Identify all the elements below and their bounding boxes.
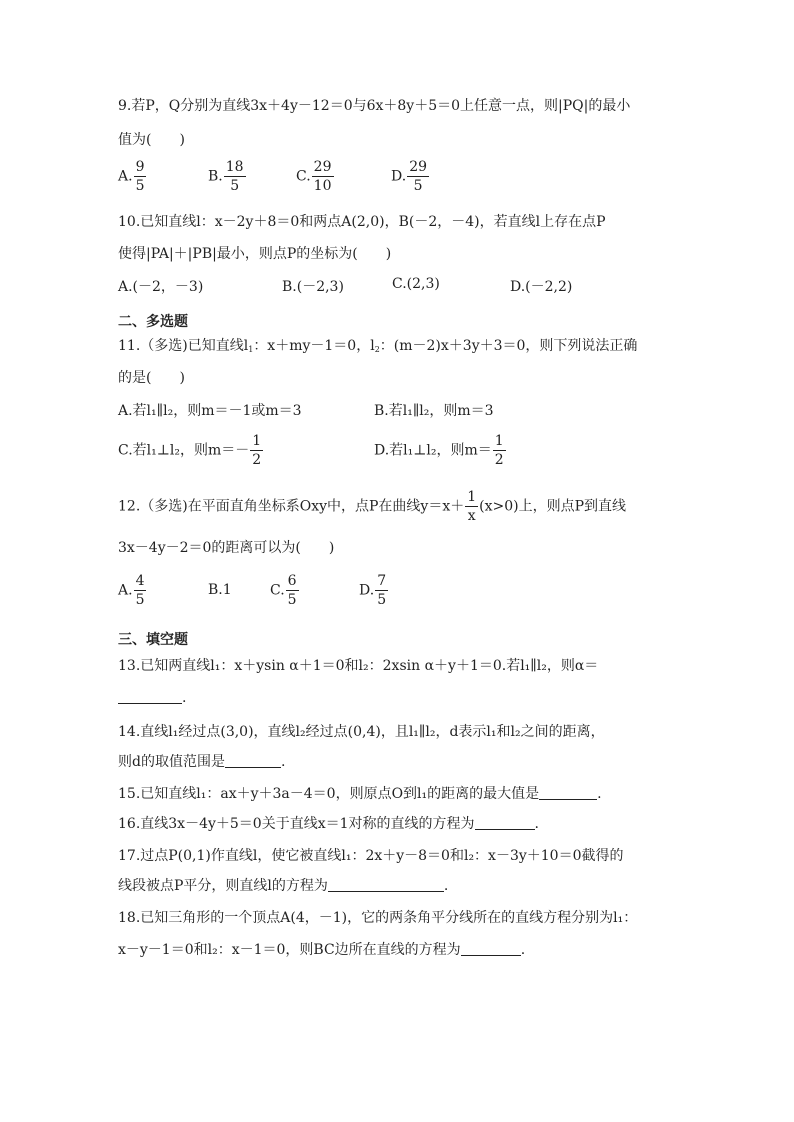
q11-option-a: A.若l₁∥l₂，则m＝－1或m＝3 [118, 403, 302, 419]
q17-line1: 17.过点P(0,1)作直线l，使它被直线l₁：2x＋y－8＝0和l₂：x－3y＋10＝0截得的 [118, 848, 624, 864]
answer-blank[interactable] [118, 689, 182, 704]
q9-option-d: D. $\frac{29}{5}$ [391, 159, 428, 194]
q11-line2: 的是( ) [118, 370, 185, 386]
q9-line1: 9.若P，Q分别为直线3x＋4y－12＝0与6x＋8y＋5＝0上任意一点，则|PQ|的最小 [118, 98, 631, 114]
q10-line2: 使得|PA|＋|PB|最小，则点P的坐标为( ) [118, 246, 392, 262]
answer-blank[interactable] [461, 941, 521, 956]
q13-line1: 13.已知两直线l₁：x＋ysin α＋1＝0和l₂：2xsin α＋y＋1＝0.若l₁∥l₂，则α＝ [118, 658, 599, 674]
q11-option-c: C.若l₁⊥l₂，则m＝－ $\frac{1}{2}$ [118, 433, 262, 468]
q14-line1: 14.直线l₁经过点(3,0)，直线l₂经过点(0,4)，且l₁∥l₂，d表示l₁和l₂之间的距离， [118, 724, 605, 740]
q18-line1: 18.已知三角形的一个顶点A(4，－1)，它的两条角平分线所在的直线方程分别为l₁： [118, 910, 638, 926]
q11-option-d: D.若l₁⊥l₂，则m＝ $\frac{1}{2}$ [374, 433, 504, 468]
q11-option-b: B.若l₁∥l₂，则m＝3 [374, 403, 494, 419]
answer-blank[interactable] [539, 785, 597, 800]
section-heading-multi-choice: 二、多选题 [118, 314, 188, 330]
q9-line2: 值为( ) [118, 132, 185, 148]
q15-line1: 15.已知直线l₁：ax＋y＋3a－4＝0，则原点O到l₁的距离的最大值是 . [118, 786, 602, 802]
q11-line1: 11.（多选)已知直线$l_1$：x＋my－1＝0，$l_2$：(m－2)x＋3y＋3＝0，则下列说法正确 [118, 338, 638, 354]
q16-line1: 16.直线3x－4y＋5＝0关于直线x＝1对称的直线的方程为 . [118, 816, 539, 832]
q10-option-c: C.(2,3) [392, 276, 440, 292]
q12-option-c: C. $\frac{6}{5}$ [270, 573, 297, 608]
answer-blank[interactable] [328, 877, 444, 892]
q10-line1: 10.已知直线l：x－2y＋8＝0和两点A(2,0)，B(－2，－4)，若直线l上存在点P [118, 214, 606, 230]
q9-option-a: A. $\frac{9}{5}$ [118, 159, 145, 194]
q12-line1: 12.（多选)在平面直角坐标系Oxy中，点P在曲线y＝x＋ $\frac{1}{x}$ (x>0)上，则点P到直线 [118, 489, 627, 524]
q13-line2: . [118, 688, 186, 708]
q10-option-d: D.(－2,2) [510, 279, 573, 295]
q10-option-a: A.(－2，－3) [118, 279, 204, 295]
q14-line2: 则d的取值范围是 . [118, 754, 286, 770]
q9-option-b: B. $\frac{18}{5}$ [208, 159, 244, 194]
q12-line2: 3x－4y－2＝0的距离可以为( ) [118, 540, 335, 556]
q17-line2: 线段被点P平分，则直线l的方程为 . [118, 878, 449, 894]
q18-line2: x－y－1＝0和l₂：x－1＝0，则BC边所在直线的方程为 . [118, 942, 526, 958]
q12-option-b: B.1 [208, 582, 232, 598]
q12-option-d: D. $\frac{7}{5}$ [359, 573, 387, 608]
q12-option-a: A. $\frac{4}{5}$ [118, 573, 145, 608]
section-heading-fill-blank: 三、填空题 [118, 632, 188, 648]
answer-blank[interactable] [475, 815, 535, 830]
q10-option-b: B.(－2,3) [282, 279, 344, 295]
q9-option-c: C. $\frac{29}{10}$ [296, 159, 332, 194]
answer-blank[interactable] [225, 753, 281, 768]
